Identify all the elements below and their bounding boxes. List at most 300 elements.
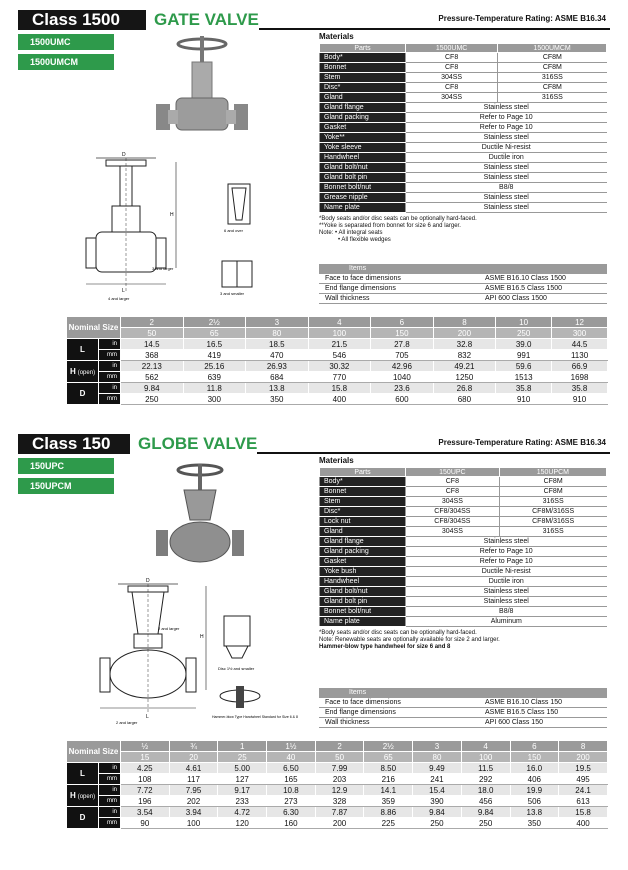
- gate-dim-value: 250: [121, 394, 184, 405]
- gate-unit-in: in: [99, 361, 121, 372]
- globe-items-header: Items: [319, 688, 607, 698]
- globe-dim-value: 200: [315, 818, 364, 829]
- globe-dim-value: 100: [169, 818, 218, 829]
- gate-mat-row: [320, 203, 607, 213]
- globe-materials-title: Materials: [319, 456, 354, 465]
- globe-mat-part: Gland bolt/nut: [320, 587, 406, 597]
- gate-dim-value: 991: [496, 350, 552, 361]
- globe-size-in: 4: [461, 741, 510, 752]
- globe-dim-row: [67, 785, 608, 796]
- gate-mat-part: Gland packing: [320, 113, 406, 123]
- globe-mat-part: Gland bolt pin: [320, 597, 406, 607]
- gate-item-row: End flange dimensions ASME B16.5 Class 1500: [319, 284, 607, 294]
- gate-dim-label: L: [80, 345, 85, 354]
- gate-dim-value: 59.6: [496, 361, 552, 372]
- gate-item-row: Wall thickness API 600 Class 1500: [319, 294, 607, 304]
- gate-size-mm: 150: [371, 328, 434, 339]
- globe-dim-value: 90: [121, 818, 170, 829]
- svg-text:L: L: [122, 288, 125, 294]
- globe-mat-part: Body*: [320, 477, 406, 487]
- gate-dim-value: 35.8: [496, 383, 552, 394]
- gate-note-2: **Yoke is separated from bonnet for size 6 and larger.: [319, 223, 461, 229]
- gate-dim-label: D: [79, 389, 86, 398]
- globe-dim-value: 4.61: [169, 763, 218, 774]
- globe-size-mm: 100: [461, 752, 510, 763]
- globe-item-row: Wall thickness API 600 Class 150: [319, 718, 607, 728]
- globe-note-2: Note: Renewable seats are optionally available for size 2 and larger.: [319, 637, 500, 643]
- gate-dim-value: 680: [433, 394, 496, 405]
- gate-size-in: 2: [121, 317, 184, 328]
- globe-mat-value-a: CF8: [406, 477, 500, 487]
- globe-dim-value: 9.17: [218, 785, 267, 796]
- gate-mat-shared: Stainless steel: [406, 133, 607, 143]
- globe-items: [319, 688, 607, 728]
- gate-dim-row: [67, 372, 608, 383]
- globe-mat-row: [320, 517, 607, 527]
- globe-valve-drawing: [96, 578, 216, 726]
- globe-label-hammer: Hammer-blow Type Handwheel Standard for Size 6 & 8: [212, 715, 298, 719]
- globe-mat-row: [320, 607, 607, 617]
- gate-size-mm: 80: [246, 328, 309, 339]
- globe-mat-value-b: CF8M: [499, 487, 606, 497]
- globe-dim-value: 19.9: [510, 785, 559, 796]
- globe-size-in: 1½: [267, 741, 316, 752]
- gate-banner: [18, 10, 610, 30]
- globe-size-in: 8: [559, 741, 608, 752]
- globe-dim-value: 12.9: [315, 785, 364, 796]
- gate-materials-table: [319, 43, 607, 213]
- globe-note-3: Hammer-blow type handwheel for size 6 and 8: [319, 644, 451, 650]
- gate-dim-value: 600: [371, 394, 434, 405]
- globe-materials: [319, 456, 607, 651]
- svg-text:L: L: [146, 714, 149, 720]
- gate-dim-value: 300: [183, 394, 246, 405]
- gate-dim-value: 22.13: [121, 361, 184, 372]
- gate-size-mm: 200: [433, 328, 496, 339]
- gate-dim-row: [67, 383, 608, 394]
- globe-disc-drawing: [216, 610, 266, 674]
- gate-dim-header: Nominal Size: [67, 317, 121, 339]
- gate-unit-in: in: [99, 383, 121, 394]
- globe-mat-shared: Ductile Ni-resist: [406, 567, 607, 577]
- globe-mat-row: [320, 477, 607, 487]
- gate-dim-value: 66.9: [552, 361, 608, 372]
- globe-mat-shared: Stainless steel: [406, 597, 607, 607]
- globe-mat-shared: Stainless steel: [406, 537, 607, 547]
- globe-models: [18, 458, 114, 498]
- svg-text:D: D: [122, 152, 126, 158]
- globe-mat-value-b: CF8M/316SS: [499, 507, 606, 517]
- globe-dim-value: 406: [510, 774, 559, 785]
- globe-mat-row: [320, 597, 607, 607]
- gate-size-in: 2½: [183, 317, 246, 328]
- globe-dim-value: 10.8: [267, 785, 316, 796]
- gate-size-in: 6: [371, 317, 434, 328]
- gate-mat-row: [320, 63, 607, 73]
- globe-dim-value: 24.1: [559, 785, 608, 796]
- gate-dim-value: 1698: [552, 372, 608, 383]
- globe-unit-mm: mm: [99, 818, 121, 829]
- gate-size-mm: 300: [552, 328, 608, 339]
- globe-size-in: 6: [510, 741, 559, 752]
- gate-items: [319, 264, 607, 304]
- globe-dim-value: 11.5: [461, 763, 510, 774]
- globe-dim-row: [67, 818, 608, 829]
- globe-dim-row: [67, 774, 608, 785]
- gate-mat-row: [320, 73, 607, 83]
- globe-dim-value: 15.4: [413, 785, 462, 796]
- globe-dim-value: 5.00: [218, 763, 267, 774]
- globe-mat-part: Handwheel: [320, 577, 406, 587]
- gate-dimension-table: [66, 316, 608, 405]
- gate-mat-part: Gland flange: [320, 103, 406, 113]
- gate-mat-shared: Refer to Page 10: [406, 123, 607, 133]
- gate-dim-value: 30.32: [308, 361, 371, 372]
- gate-mat-row: [320, 193, 607, 203]
- gate-mat-row: [320, 143, 607, 153]
- globe-model-2: 150UPCM: [18, 478, 114, 494]
- gate-mat-row: [320, 163, 607, 173]
- gate-label-3-smaller: 3 and smaller: [220, 291, 245, 296]
- gate-dim-value: 26.93: [246, 361, 309, 372]
- gate-mat-part: Disc*: [320, 83, 406, 93]
- gate-mat-part: Yoke sleeve: [320, 143, 406, 153]
- gate-mat-shared: Ductile iron: [406, 153, 607, 163]
- gate-mat-row: [320, 183, 607, 193]
- globe-dim-value: 7.72: [121, 785, 170, 796]
- globe-type-label: GLOBE VALVE: [130, 434, 257, 454]
- gate-dim-value: 350: [246, 394, 309, 405]
- gate-dim-row: [67, 339, 608, 350]
- gate-mat-header-a: 1500UMC: [406, 44, 498, 53]
- globe-dim-value: 4.25: [121, 763, 170, 774]
- gate-size-mm: 250: [496, 328, 552, 339]
- globe-dim-value: 6.50: [267, 763, 316, 774]
- gate-dim-value: 25.16: [183, 361, 246, 372]
- globe-dim-row: [67, 796, 608, 807]
- globe-mat-header-parts: Parts: [320, 468, 406, 477]
- gate-dim-value: 400: [308, 394, 371, 405]
- globe-dim-value: 117: [169, 774, 218, 785]
- globe-dim-value: 15.8: [559, 807, 608, 818]
- globe-mat-part: Gland packing: [320, 547, 406, 557]
- gate-mat-value-b: 316SS: [498, 73, 607, 83]
- globe-banner: [18, 434, 610, 454]
- globe-dim-value: 4.72: [218, 807, 267, 818]
- globe-mat-value-a: CF8/304SS: [406, 507, 500, 517]
- gate-dim-label: H: [69, 367, 76, 376]
- globe-dimension-table: [66, 740, 608, 829]
- gate-mat-part: Bonnet bolt/nut: [320, 183, 406, 193]
- gate-dim-value: 9.84: [121, 383, 184, 394]
- globe-mat-part: Gland flange: [320, 537, 406, 547]
- gate-note-1: *Body seats and/or disc seats can be optionally hard-faced.: [319, 216, 477, 222]
- globe-dim-value: 506: [510, 796, 559, 807]
- globe-class-label: Class 150: [18, 434, 130, 454]
- globe-dim-value: 273: [267, 796, 316, 807]
- gate-dim-value: 14.5: [121, 339, 184, 350]
- gate-dim-row: [67, 350, 608, 361]
- gate-dim-value: 562: [121, 372, 184, 383]
- gate-mat-row: [320, 93, 607, 103]
- gate-mat-value-b: CF8M: [498, 63, 607, 73]
- globe-size-in: 2½: [364, 741, 413, 752]
- gate-mat-row: [320, 173, 607, 183]
- globe-size-mm: 80: [413, 752, 462, 763]
- svg-text:H: H: [200, 634, 204, 640]
- gate-dim-value: 770: [308, 372, 371, 383]
- globe-size-mm: 50: [315, 752, 364, 763]
- gate-size-mm: 65: [183, 328, 246, 339]
- gate-mat-part: Body*: [320, 53, 406, 63]
- gate-class-label: Class 1500: [18, 10, 146, 30]
- globe-dim-value: 233: [218, 796, 267, 807]
- gate-materials: [319, 32, 607, 244]
- globe-mat-row: [320, 497, 607, 507]
- globe-mat-part: Disc*: [320, 507, 406, 517]
- globe-item-row: End flange dimensions ASME B16.5 Class 150: [319, 708, 607, 718]
- globe-unit-in: in: [99, 763, 121, 774]
- gate-mat-shared: Stainless steel: [406, 163, 607, 173]
- gate-dim-value: 910: [552, 394, 608, 405]
- globe-dim-value: 120: [218, 818, 267, 829]
- globe-dim-value: 350: [510, 818, 559, 829]
- gate-valve-photo: [150, 32, 250, 144]
- gate-seat-drawing: [216, 255, 266, 299]
- gate-dim-value: 1513: [496, 372, 552, 383]
- gate-dim-value: 910: [496, 394, 552, 405]
- globe-mat-shared: B8/8: [406, 607, 607, 617]
- globe-size-in: 1: [218, 741, 267, 752]
- globe-label-2-larger: 2 and larger: [158, 626, 180, 631]
- gate-size-mm: 50: [121, 328, 184, 339]
- globe-size-mm: 150: [510, 752, 559, 763]
- gate-model-1: 1500UMC: [18, 34, 114, 50]
- globe-mat-value-a: CF8/304SS: [406, 517, 500, 527]
- gate-unit-mm: mm: [99, 350, 121, 361]
- globe-dim-value: 9.84: [461, 807, 510, 818]
- globe-mat-row: [320, 547, 607, 557]
- gate-size-in: 4: [308, 317, 371, 328]
- gate-mat-row: [320, 123, 607, 133]
- globe-mat-row: [320, 487, 607, 497]
- globe-dim-value: 7.95: [169, 785, 218, 796]
- globe-size-mm: 20: [169, 752, 218, 763]
- globe-dim-value: 495: [559, 774, 608, 785]
- globe-label-2-larger-b: 2 and larger: [116, 720, 138, 725]
- gate-unit-in: in: [99, 339, 121, 350]
- globe-dim-value: 3.54: [121, 807, 170, 818]
- globe-mat-shared: Stainless steel: [406, 587, 607, 597]
- globe-dim-value: 9.49: [413, 763, 462, 774]
- globe-mat-value-b: CF8M/316SS: [499, 517, 606, 527]
- gate-dim-value: 16.5: [183, 339, 246, 350]
- gate-dim-value: 26.8: [433, 383, 496, 394]
- gate-unit-mm: mm: [99, 372, 121, 383]
- globe-dim-value: 19.5: [559, 763, 608, 774]
- globe-dim-value: 202: [169, 796, 218, 807]
- globe-dim-value: 7.87: [315, 807, 364, 818]
- gate-note-3: Note: • All integral seats: [319, 230, 383, 236]
- globe-unit-in: in: [99, 785, 121, 796]
- gate-mat-value-a: 304SS: [406, 73, 498, 83]
- gate-mat-row: [320, 153, 607, 163]
- gate-mat-value-a: CF8: [406, 53, 498, 63]
- gate-mat-row: [320, 53, 607, 63]
- gate-dim-value: 44.5: [552, 339, 608, 350]
- gate-dim-value: 49.21: [433, 361, 496, 372]
- gate-dim-value: 15.8: [308, 383, 371, 394]
- gate-models: [18, 34, 114, 74]
- globe-dim-value: 250: [413, 818, 462, 829]
- globe-size-in: 2: [315, 741, 364, 752]
- globe-dim-value: 13.8: [510, 807, 559, 818]
- globe-dim-value: 14.1: [364, 785, 413, 796]
- gate-mat-shared: Stainless steel: [406, 103, 607, 113]
- gate-mat-shared: Stainless steel: [406, 193, 607, 203]
- globe-mat-part: Bonnet: [320, 487, 406, 497]
- globe-dim-value: 6.30: [267, 807, 316, 818]
- gate-dim-value: 35.8: [552, 383, 608, 394]
- globe-mat-value-b: CF8M: [499, 477, 606, 487]
- gate-dim-value: 23.6: [371, 383, 434, 394]
- globe-dim-row: [67, 763, 608, 774]
- gate-dim-value: 639: [183, 372, 246, 383]
- gate-disc-drawing: [220, 180, 260, 240]
- gate-mat-header-parts: Parts: [320, 44, 406, 53]
- globe-mat-value-a: 304SS: [406, 527, 500, 537]
- globe-dim-value: 613: [559, 796, 608, 807]
- gate-dim-value: 39.0: [496, 339, 552, 350]
- globe-size-in: 3: [413, 741, 462, 752]
- globe-mat-row: [320, 587, 607, 597]
- gate-mat-part: Stem: [320, 73, 406, 83]
- globe-dim-value: 8.86: [364, 807, 413, 818]
- globe-dim-header: Nominal Size: [67, 741, 121, 763]
- globe-dim-value: 203: [315, 774, 364, 785]
- gate-label-3-larger: 3 and larger: [152, 266, 174, 271]
- globe-valve-photo: [150, 460, 250, 572]
- globe-mat-row: [320, 617, 607, 627]
- gate-mat-part: Gasket: [320, 123, 406, 133]
- globe-dim-label: D: [79, 813, 86, 822]
- gate-mat-shared: B8/8: [406, 183, 607, 193]
- globe-dim-value: 165: [267, 774, 316, 785]
- gate-mat-part: Name plate: [320, 203, 406, 213]
- globe-mat-value-b: 316SS: [499, 497, 606, 507]
- globe-mat-part: Name plate: [320, 617, 406, 627]
- globe-dim-row: [67, 807, 608, 818]
- gate-mat-row: [320, 83, 607, 93]
- globe-mat-header-a: 150UPC: [406, 468, 500, 477]
- gate-size-in: 10: [496, 317, 552, 328]
- globe-mat-row: [320, 567, 607, 577]
- gate-dim-value: 27.8: [371, 339, 434, 350]
- gate-dim-value: 21.5: [308, 339, 371, 350]
- gate-mat-shared: Ductile Ni-resist: [406, 143, 607, 153]
- globe-note-1: *Body seats and/or disc seats can be optionally hard-faced.: [319, 630, 477, 636]
- gate-materials-title: Materials: [319, 32, 354, 41]
- gate-mat-shared: Stainless steel: [406, 203, 607, 213]
- globe-mat-part: Lock nut: [320, 517, 406, 527]
- globe-notes: [319, 630, 607, 651]
- globe-mat-header-b: 150UPCM: [499, 468, 606, 477]
- globe-materials-table: [319, 467, 607, 627]
- globe-mat-row: [320, 507, 607, 517]
- globe-unit-in: in: [99, 807, 121, 818]
- gate-dim-value: 368: [121, 350, 184, 361]
- globe-label-disc-small: Disc 1½ and smaller: [218, 666, 255, 671]
- gate-size-in: 12: [552, 317, 608, 328]
- globe-mat-shared: Refer to Page 10: [406, 557, 607, 567]
- gate-mat-value-b: CF8M: [498, 53, 607, 63]
- gate-dim-value: 13.8: [246, 383, 309, 394]
- globe-mat-part: Gasket: [320, 557, 406, 567]
- globe-dim-value: 127: [218, 774, 267, 785]
- globe-rating: Pressure-Temperature Rating: ASME B16.34: [438, 438, 606, 447]
- globe-mat-part: Gland: [320, 527, 406, 537]
- globe-hammer-drawing: [212, 680, 298, 728]
- gate-dim-value: 18.5: [246, 339, 309, 350]
- gate-mat-shared: Refer to Page 10: [406, 113, 607, 123]
- globe-mat-value-a: CF8: [406, 487, 500, 497]
- gate-dim-sublabel: (open): [77, 370, 96, 376]
- globe-size-in: ½: [121, 741, 170, 752]
- globe-mat-row: [320, 577, 607, 587]
- globe-mat-part: Stem: [320, 497, 406, 507]
- gate-mat-part: Handwheel: [320, 153, 406, 163]
- gate-model-2: 1500UMCM: [18, 54, 114, 70]
- gate-mat-row: [320, 113, 607, 123]
- gate-dim-value: 1130: [552, 350, 608, 361]
- globe-dim-value: 108: [121, 774, 170, 785]
- gate-mat-part: Gland bolt pin: [320, 173, 406, 183]
- gate-size-in: 8: [433, 317, 496, 328]
- gate-mat-part: Gland bolt/nut: [320, 163, 406, 173]
- gate-dim-value: 470: [246, 350, 309, 361]
- gate-dim-value: 546: [308, 350, 371, 361]
- gate-mat-value-b: CF8M: [498, 83, 607, 93]
- gate-mat-part: Grease nipple: [320, 193, 406, 203]
- gate-type-label: GATE VALVE: [146, 10, 259, 30]
- gate-dim-value: 11.8: [183, 383, 246, 394]
- globe-dim-value: 8.50: [364, 763, 413, 774]
- globe-mat-shared: Refer to Page 10: [406, 547, 607, 557]
- globe-dim-label: L: [80, 769, 85, 778]
- globe-mat-shared: Ductile iron: [406, 577, 607, 587]
- gate-dim-value: 1040: [371, 372, 434, 383]
- globe-dim-value: 328: [315, 796, 364, 807]
- globe-dim-value: 7.99: [315, 763, 364, 774]
- globe-dim-value: 216: [364, 774, 413, 785]
- globe-size-mm: 25: [218, 752, 267, 763]
- gate-mat-shared: Stainless steel: [406, 173, 607, 183]
- globe-mat-value-a: 304SS: [406, 497, 500, 507]
- gate-dim-value: 705: [371, 350, 434, 361]
- globe-mat-row: [320, 557, 607, 567]
- globe-unit-mm: mm: [99, 774, 121, 785]
- globe-dim-value: 16.0: [510, 763, 559, 774]
- gate-dim-value: 1250: [433, 372, 496, 383]
- gate-mat-row: [320, 133, 607, 143]
- globe-unit-mm: mm: [99, 796, 121, 807]
- gate-dim-row: [67, 361, 608, 372]
- svg-text:H: H: [170, 212, 174, 218]
- gate-mat-part: Gland: [320, 93, 406, 103]
- globe-dim-sublabel: (open): [77, 794, 96, 800]
- globe-dim-value: 3.94: [169, 807, 218, 818]
- gate-dim-value: 419: [183, 350, 246, 361]
